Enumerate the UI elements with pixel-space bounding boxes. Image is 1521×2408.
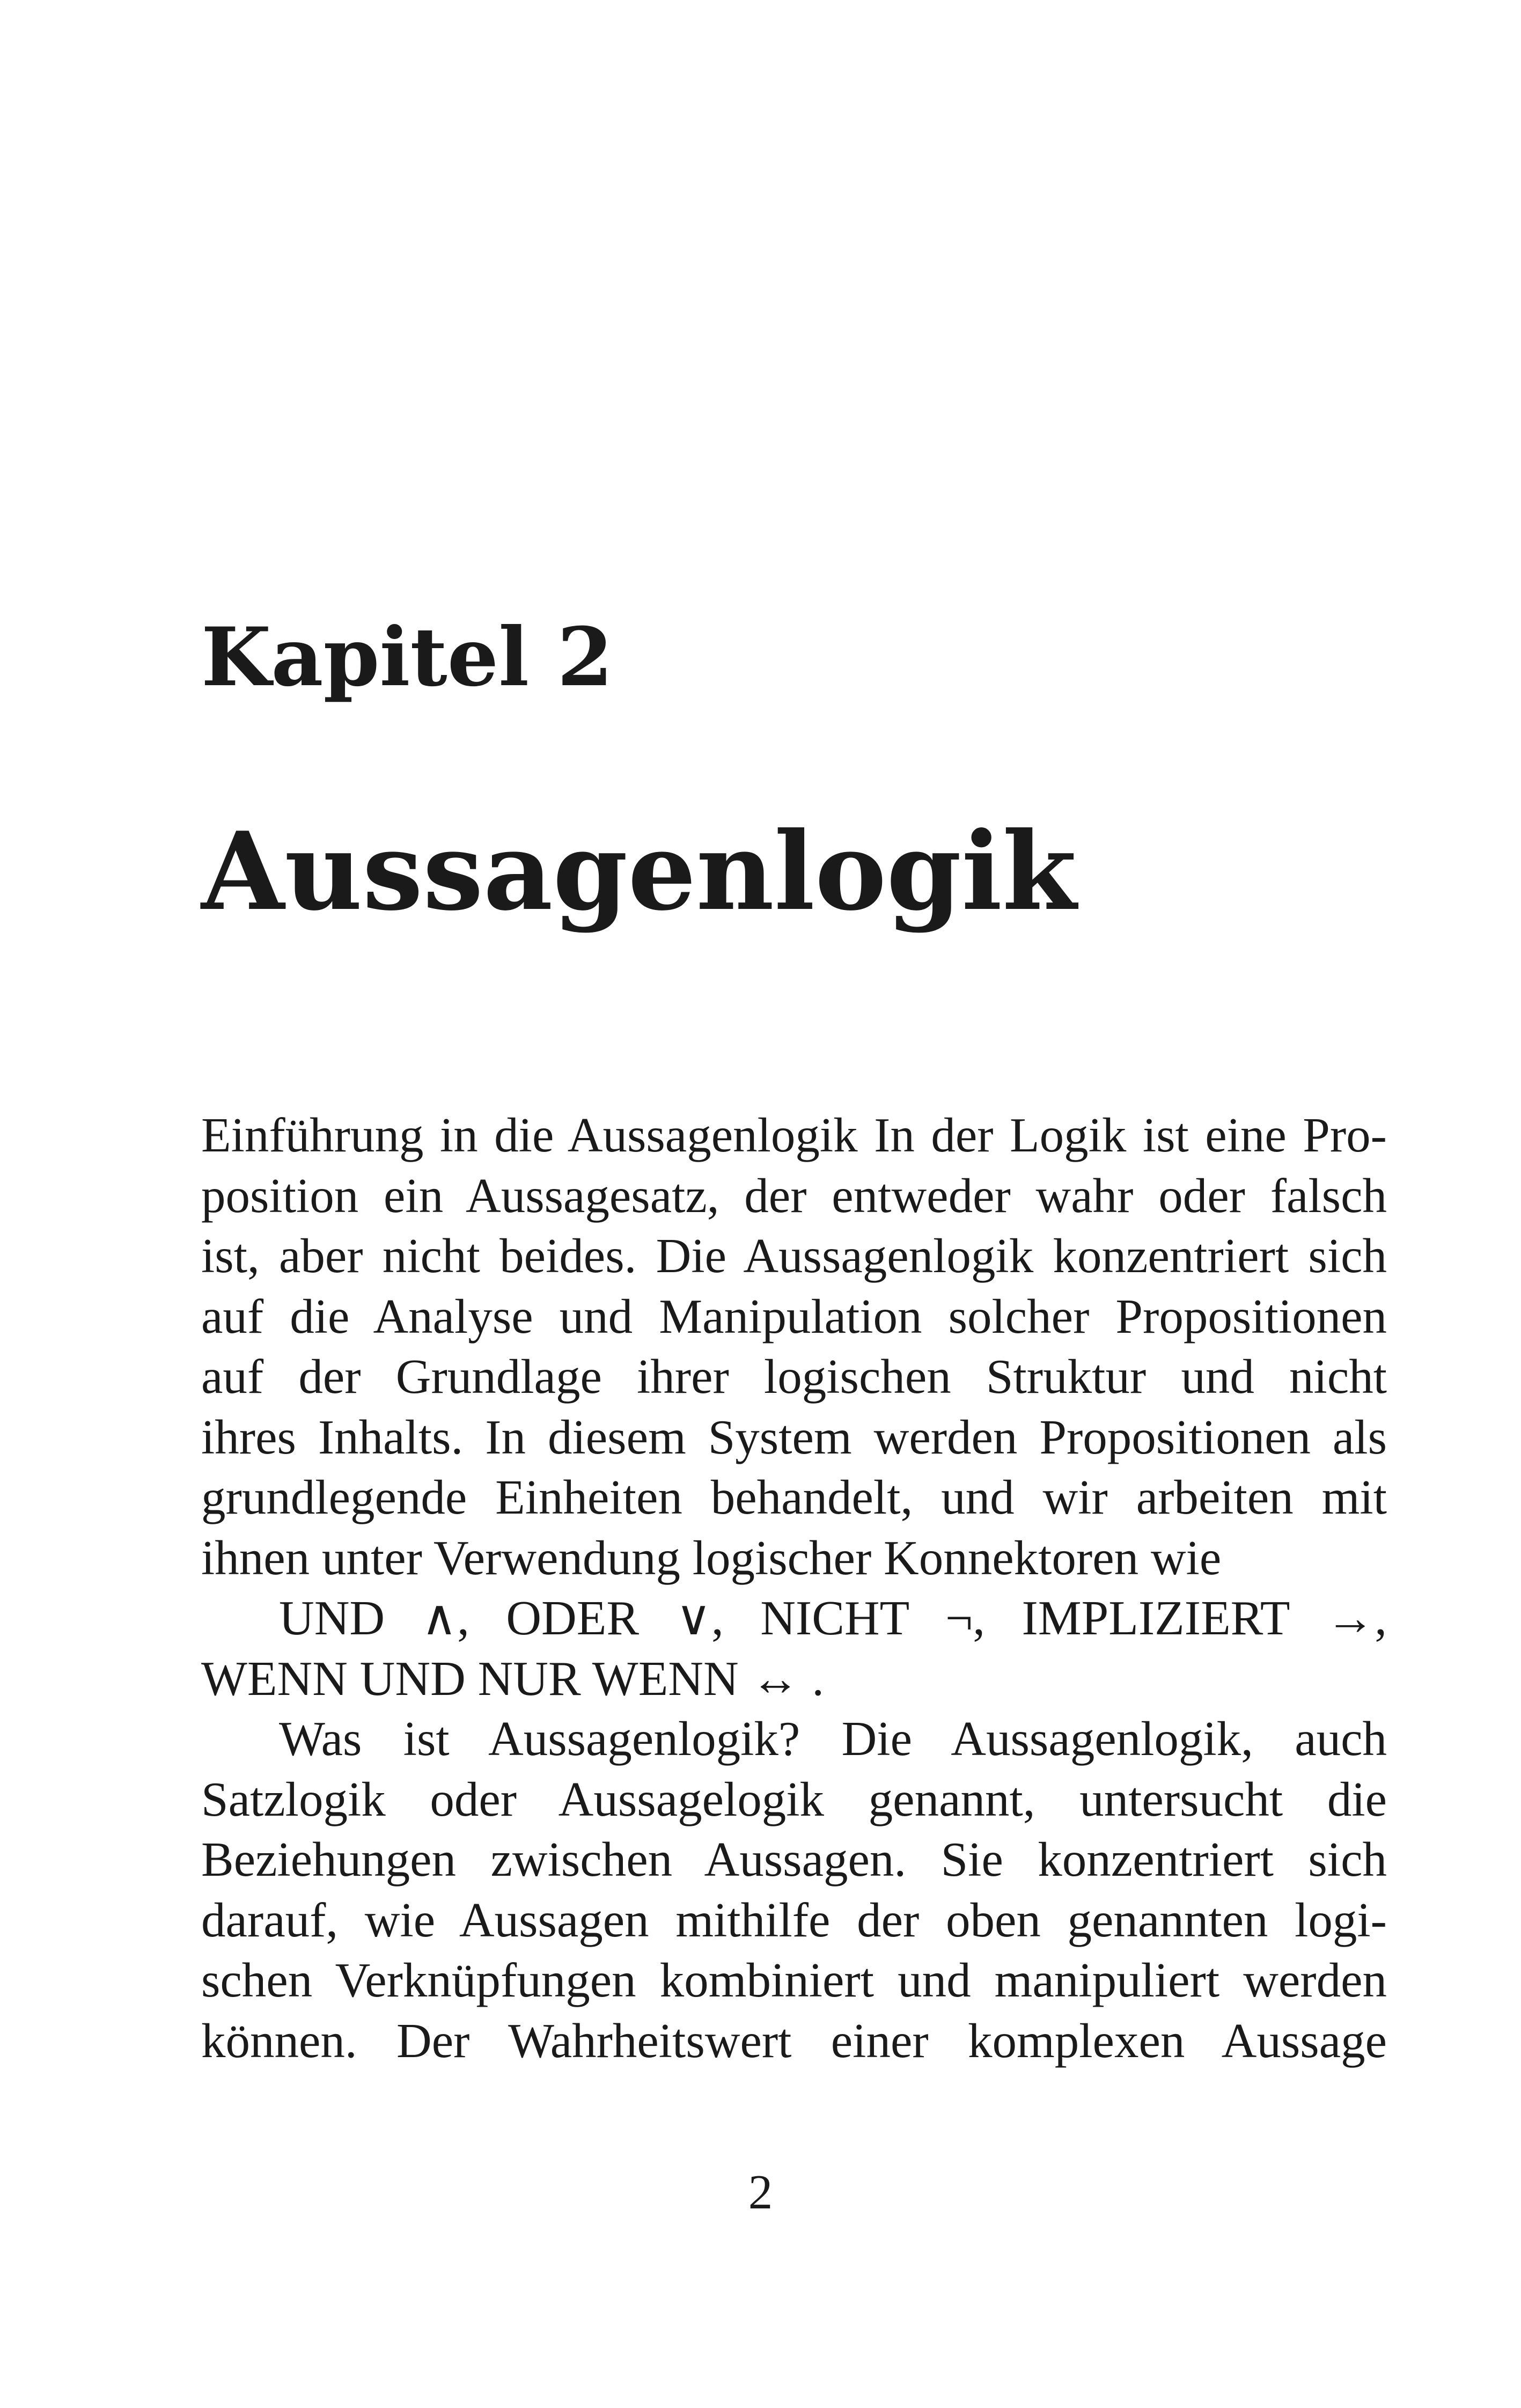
paragraph-line: auf die Analyse und Manipulation solcher Propositionen [201, 1289, 1387, 1344]
paragraph-line: können. Der Wahrheitswert einer komplexen Aussage [201, 2013, 1387, 2068]
paragraph-line: auf der Grundlage ihrer logischen Struktur und nicht [201, 1349, 1387, 1404]
paragraph-line: Satzlogik oder Aussagelogik genannt, untersucht die [201, 1772, 1387, 1826]
paragraph-line: grundlegende Einheiten behandelt, und wir arbeiten mit [201, 1470, 1387, 1524]
paragraph-line: darauf, wie Aussagen mithilfe der oben genannten logi- [201, 1892, 1387, 1947]
page-number: 2 [748, 2165, 773, 2219]
paragraph-line: ihres Inhalts. In diesem System werden Propositionen als [201, 1409, 1387, 1464]
paragraph-line: Was ist Aussagenlogik? Die Aussagenlogik, auch [279, 1712, 1387, 1766]
paragraph-line: ist, aber nicht beides. Die Aussagenlogik konzentriert sich [201, 1229, 1387, 1283]
paragraph-line: Einführung in die Aussagenlogik In der Logik ist eine Pro- [201, 1108, 1387, 1162]
paragraph-line: position ein Aussagesatz, der entweder wahr oder falsch [201, 1168, 1387, 1223]
chapter-label: Kapitel 2 [201, 610, 613, 704]
connectives-line: UND ∧, ODER ∨, NICHT ¬, IMPLIZIERT →, [279, 1591, 1387, 1645]
paragraph-line: Beziehungen zwischen Aussagen. Sie konzentriert sich [201, 1832, 1387, 1886]
connectives-line: WENN UND NUR WENN ↔ . [201, 1651, 824, 1706]
paragraph-line: schen Verknüpfungen kombiniert und manipuliert werden [201, 1953, 1387, 2007]
body-text [201, 1105, 1387, 2071]
chapter-title: Aussagenlogik [201, 809, 1077, 935]
paragraph-line: ihnen unter Verwendung logischer Konnektoren wie [201, 1530, 1222, 1585]
